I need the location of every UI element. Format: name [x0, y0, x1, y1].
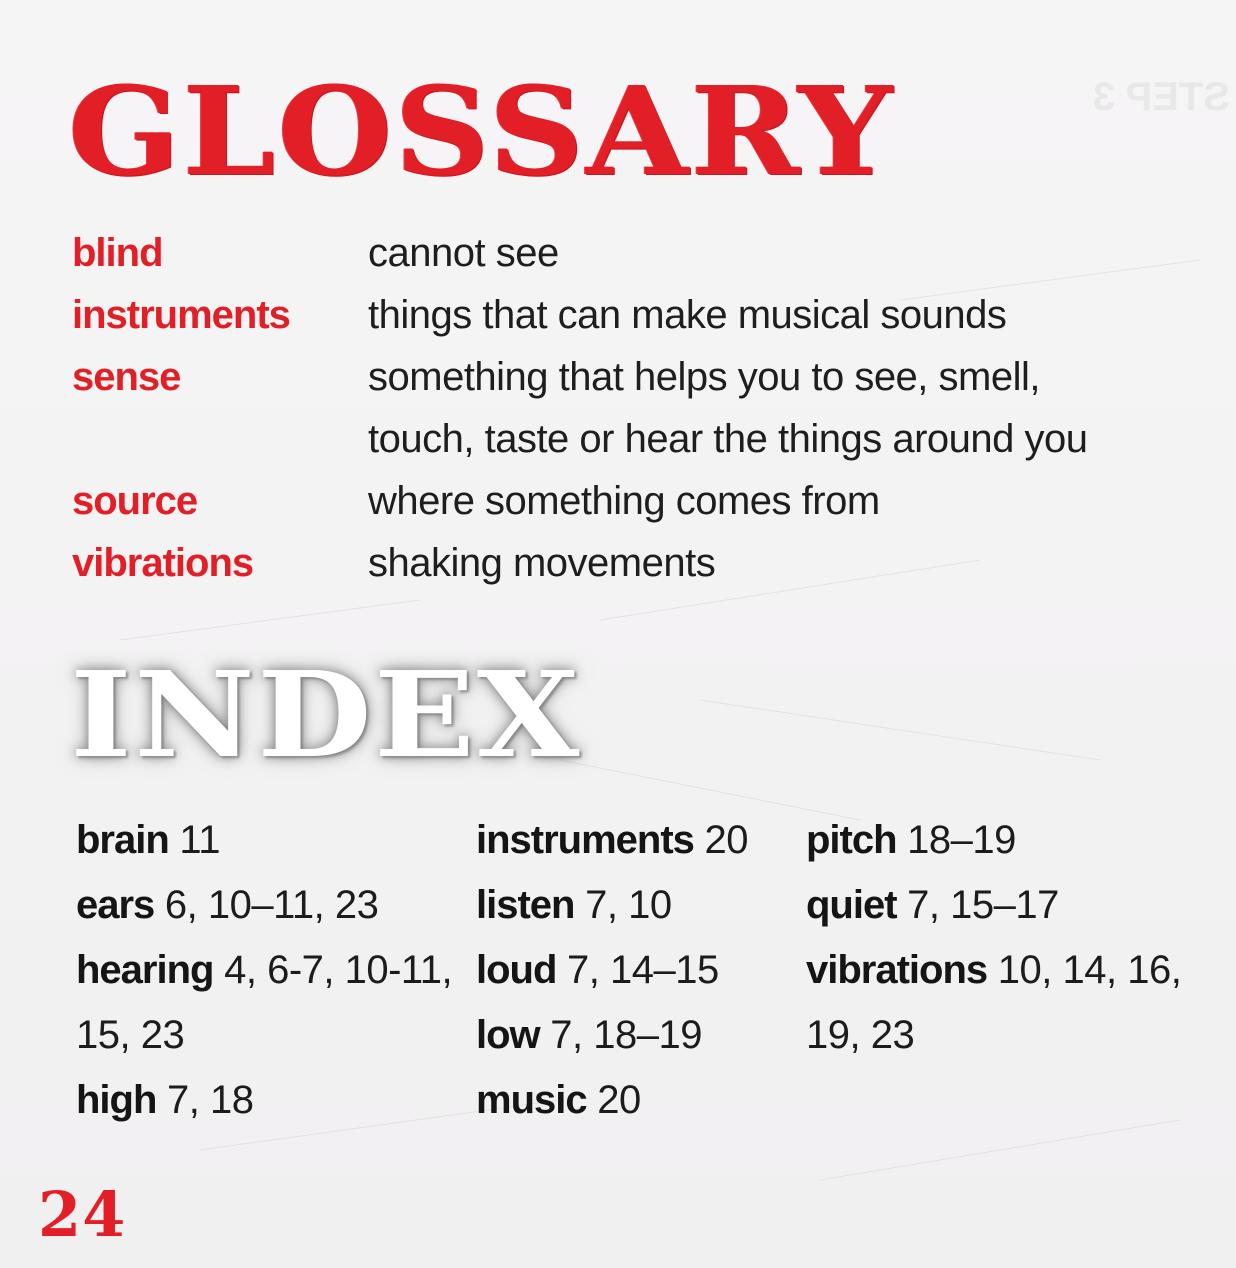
index-entry — [806, 938, 1206, 1003]
index-pages: 7, 10 — [574, 883, 672, 927]
index-entry — [476, 808, 796, 873]
glossary-definition: cannot see — [368, 231, 559, 275]
index-pages: 20 — [586, 1078, 641, 1122]
index-term: high — [76, 1078, 157, 1122]
index-term: music — [476, 1078, 587, 1122]
index-column-2 — [476, 808, 796, 1133]
index-term: quiet — [806, 883, 897, 927]
index-entry — [806, 808, 1206, 873]
svg-text:STEP 3: STEP 3 — [1092, 75, 1230, 119]
index-pages: 11 — [168, 818, 220, 862]
page-number: 24 — [38, 1178, 127, 1251]
glossary-term: vibrations — [72, 541, 254, 585]
index-term: low — [476, 1013, 540, 1057]
glossary-definition: something that helps you to see, smell, — [368, 355, 1040, 399]
index-pages: 4, 6-7, 10-11, — [213, 948, 453, 992]
glossary-term: source — [72, 479, 198, 523]
index-term: vibrations — [806, 948, 988, 992]
index-entry — [476, 938, 796, 1003]
glossary-heading: GLOSSARY — [68, 59, 895, 203]
glossary-term: sense — [72, 355, 181, 399]
index-entry — [76, 1068, 466, 1133]
index-term: listen — [476, 883, 575, 927]
index-term: loud — [476, 948, 557, 992]
index-term: pitch — [806, 818, 897, 862]
index-entry — [476, 1068, 796, 1133]
index-entry-continuation — [806, 1003, 1206, 1068]
index-pages: 18–19 — [896, 818, 1016, 862]
glossary-term: blind — [72, 231, 163, 275]
index-pages: 20 — [693, 818, 749, 862]
index-pages: 19, 23 — [806, 1013, 915, 1057]
glossary-list — [72, 222, 1192, 594]
index-pages: 10, 14, 16, — [987, 948, 1182, 992]
glossary-entry — [72, 470, 1192, 532]
glossary-definition: things that can make musical sounds — [368, 293, 1007, 337]
glossary-definition: where something comes from — [368, 479, 880, 523]
index-heading: INDEX — [70, 645, 582, 784]
index-term: ears — [76, 883, 155, 927]
index-entry — [76, 873, 466, 938]
index-term: instruments — [476, 818, 694, 862]
glossary-definition: shaking movements — [368, 541, 716, 585]
index-column-1 — [76, 808, 466, 1133]
index-entry-continuation — [76, 1003, 466, 1068]
index-entry — [76, 938, 466, 1003]
glossary-term: instruments — [72, 293, 290, 337]
index-pages: 7, 18 — [156, 1078, 254, 1122]
glossary-definition: touch, taste or hear the things around you — [368, 417, 1088, 461]
index-pages: 7, 15–17 — [896, 883, 1059, 927]
index-pages: 7, 18–19 — [539, 1013, 702, 1057]
index-pages: 15, 23 — [76, 1013, 185, 1057]
index-column-3 — [806, 808, 1206, 1068]
index-pages: 6, 10–11, 23 — [154, 883, 379, 927]
index-entry — [76, 808, 466, 873]
index-term: hearing — [76, 948, 214, 992]
glossary-entry — [72, 222, 1192, 284]
index-entry — [806, 873, 1206, 938]
index-entry — [476, 873, 796, 938]
glossary-entry — [72, 532, 1192, 594]
index-pages: 7, 14–15 — [556, 948, 719, 992]
glossary-entry — [72, 284, 1192, 346]
glossary-entry-continuation — [72, 408, 1192, 470]
index-entry — [476, 1003, 796, 1068]
glossary-entry — [72, 346, 1192, 408]
index-term: brain — [76, 818, 169, 862]
